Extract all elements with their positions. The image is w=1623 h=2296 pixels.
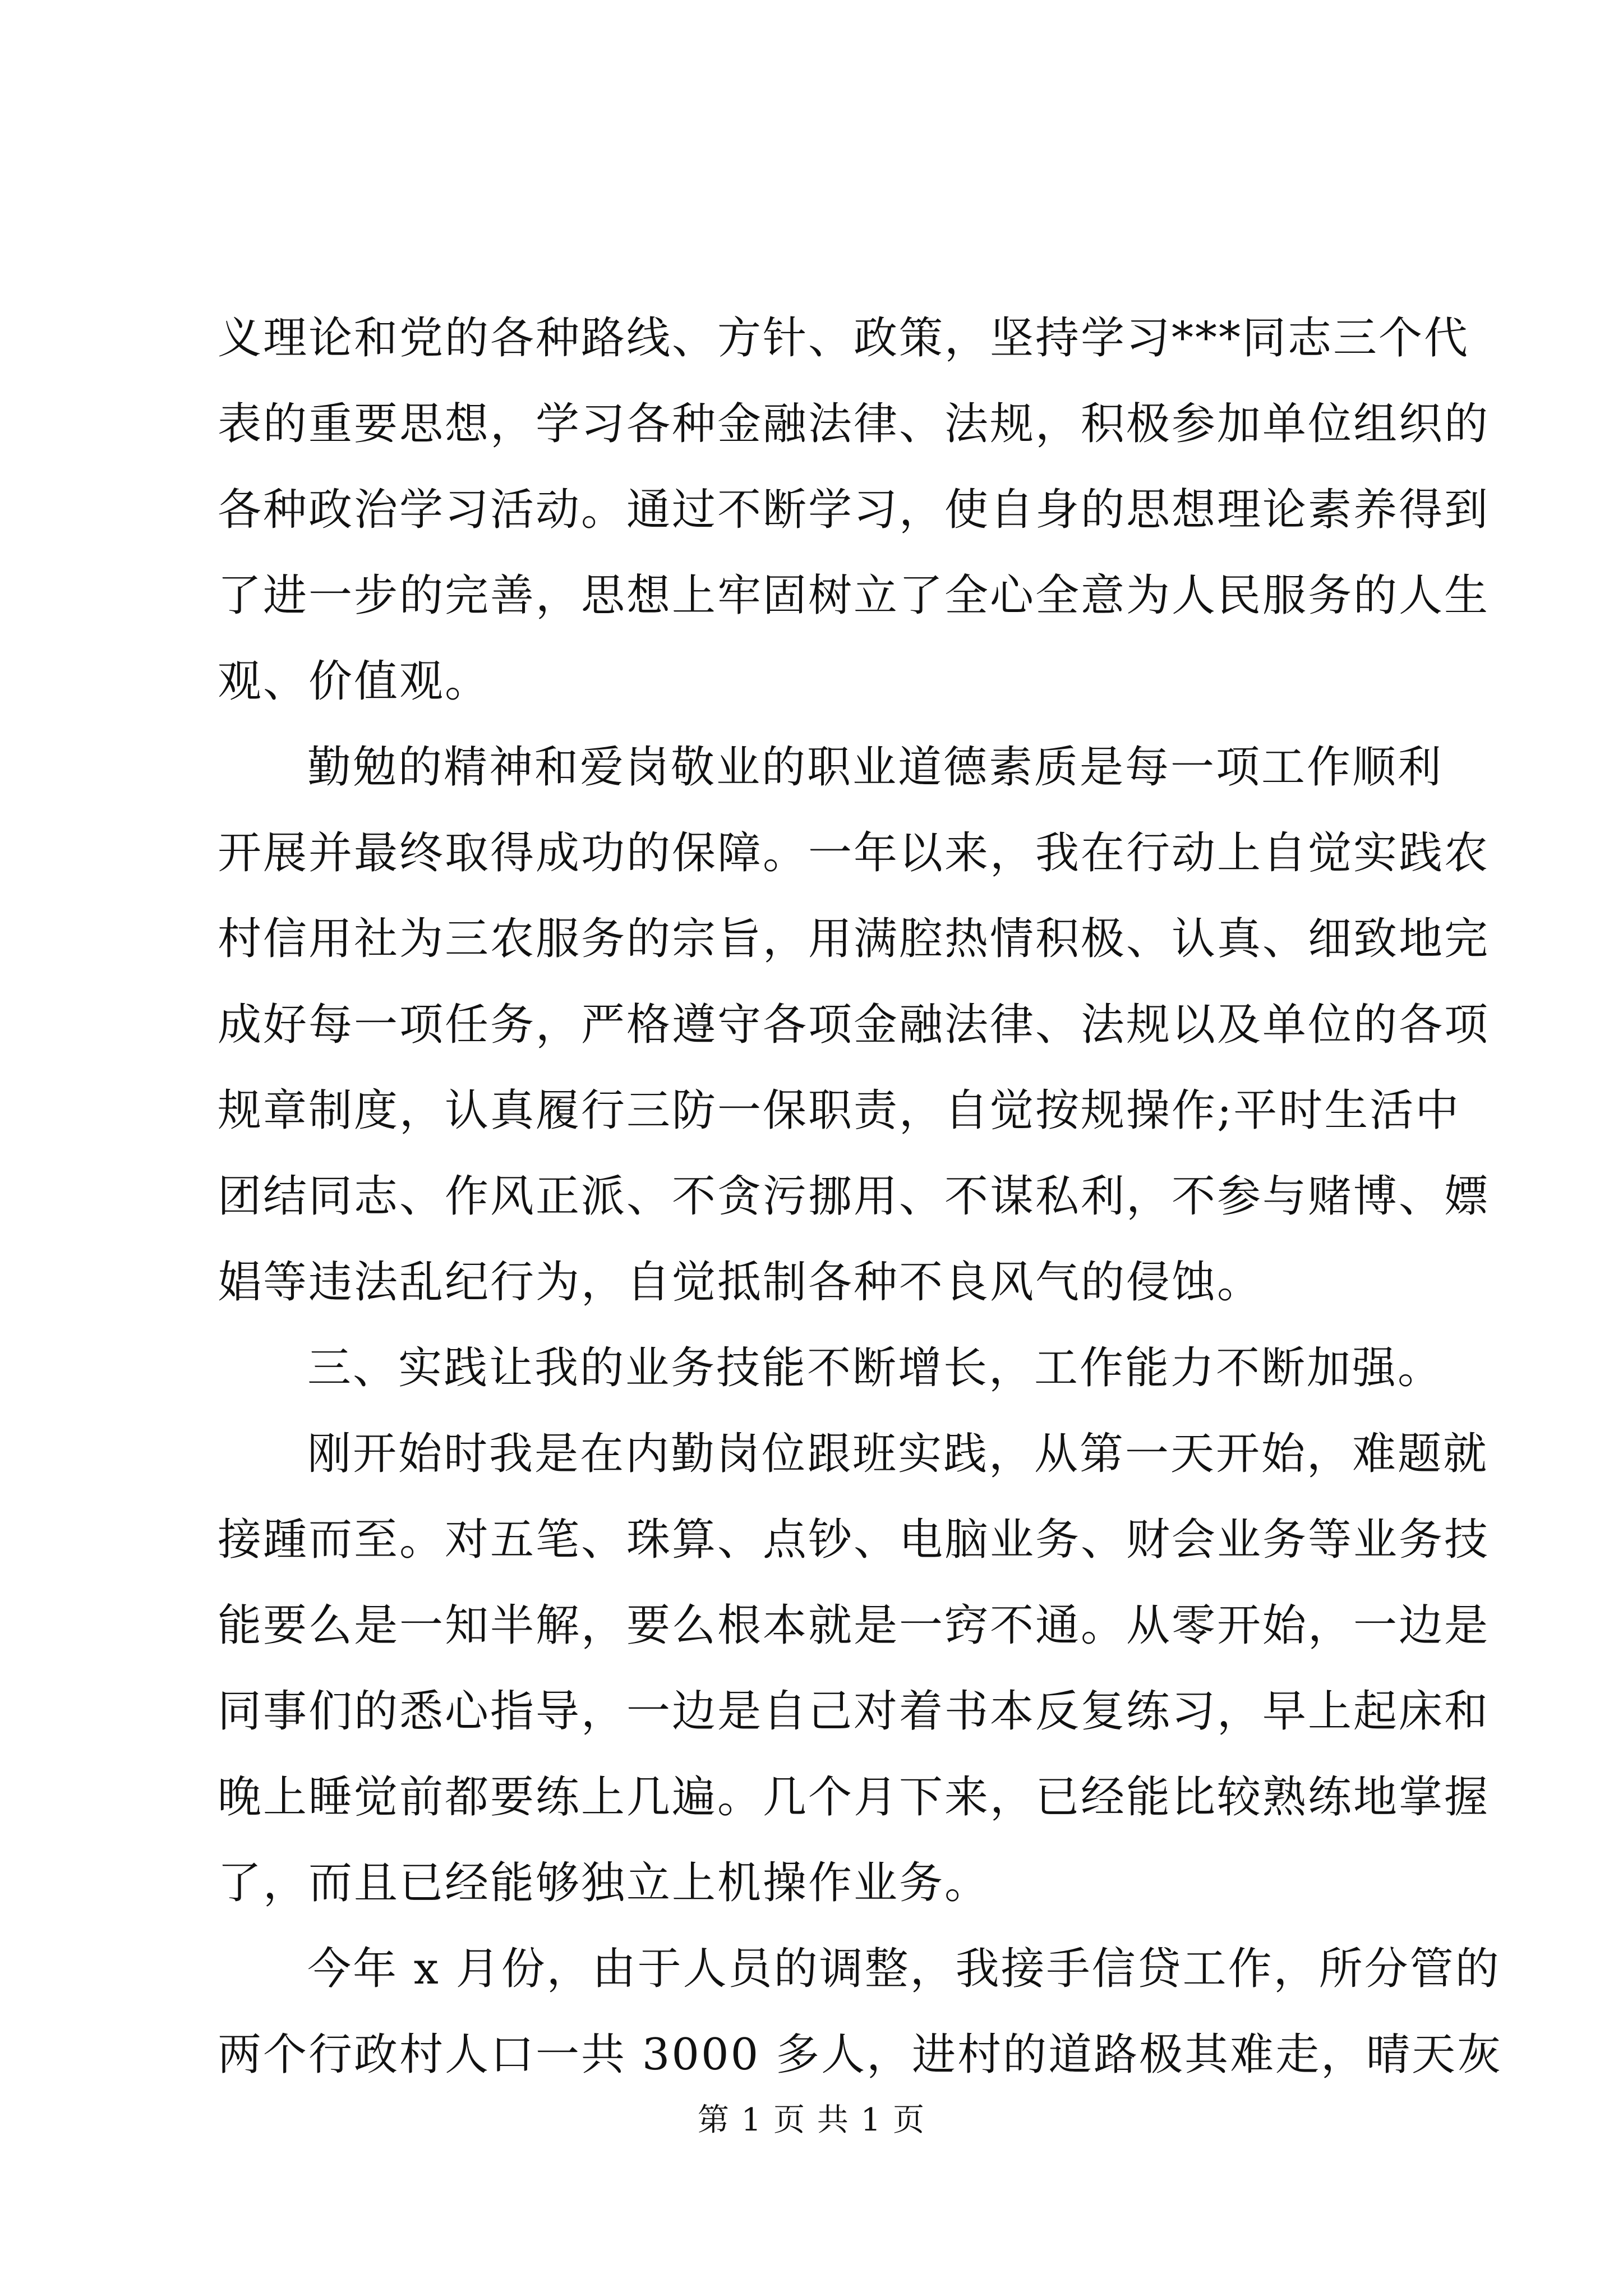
text-line-5: 观、价值观。 xyxy=(218,656,491,707)
text-line-16: 能要么是一知半解，要么根本就是一窍不通。从零开始，一边是 xyxy=(218,1600,1490,1651)
text-line-10: 规章制度，认真履行三防一保职责，自觉按规操作;平时生活中 xyxy=(218,1085,1461,1136)
text-line-20: 今年 x 月份，由于人员的调整，我接手信贷工作，所分管的 xyxy=(307,1944,1501,1994)
text-line-7: 开展并最终取得成功的保障。一年以来，我在行动上自觉实践农 xyxy=(218,828,1490,878)
text-line-15: 接踵而至。对五笔、珠算、点钞、电脑业务、财会业务等业务技 xyxy=(218,1515,1490,1565)
page-footer: 第 1 页 共 1 页 xyxy=(697,2102,926,2138)
text-line-8: 村信用社为三农服务的宗旨，用满腔热情积极、认真、细致地完 xyxy=(218,914,1490,964)
text-line-21: 两个行政村人口一共 3000 多人，进村的道路极其难走，晴天灰 xyxy=(218,2030,1503,2080)
text-line-17: 同事们的悉心指导，一边是自己对着书本反复练习，早上起床和 xyxy=(218,1686,1490,1737)
text-line-1: 义理论和党的各种路线、方针、政策，坚持学习***同志三个代 xyxy=(218,313,1470,364)
text-line-19: 了，而且已经能够独立上机操作业务。 xyxy=(218,1858,990,1908)
text-line-4: 了进一步的完善，思想上牢固树立了全心全意为人民服务的人生 xyxy=(218,570,1490,621)
section-heading: 三、实践让我的业务技能不断增长，工作能力不断加强。 xyxy=(307,1343,1444,1393)
text-line-2: 表的重要思想，学习各种金融法律、法规，积极参加单位组织的 xyxy=(218,399,1490,449)
text-line-18: 晚上睡觉前都要练上几遍。几个月下来，已经能比较熟练地掌握 xyxy=(218,1772,1490,1823)
text-line-9: 成好每一项任务，严格遵守各项金融法律、法规以及单位的各项 xyxy=(218,1000,1490,1050)
text-line-14: 刚开始时我是在内勤岗位跟班实践，从第一天开始，难题就 xyxy=(307,1429,1489,1479)
text-line-6: 勤勉的精神和爱岗敬业的职业道德素质是每一项工作顺利 xyxy=(307,742,1444,793)
text-line-12: 娼等违法乱纪行为，自觉抵制各种不良风气的侵蚀。 xyxy=(218,1257,1263,1308)
text-line-3: 各种政治学习活动。通过不断学习，使自身的思想理论素养得到 xyxy=(218,485,1490,535)
text-line-11: 团结同志、作风正派、不贪污挪用、不谋私利，不参与赌博、嫖 xyxy=(218,1171,1490,1222)
